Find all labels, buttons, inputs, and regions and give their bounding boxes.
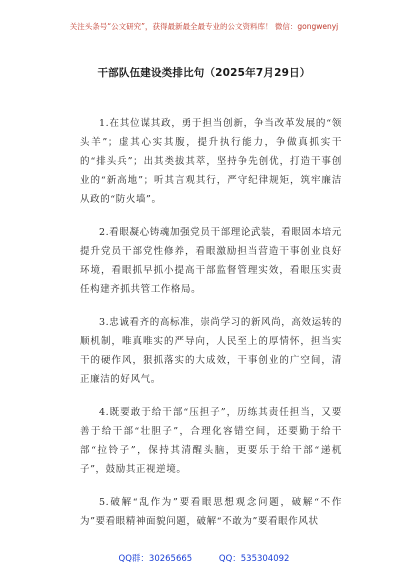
paragraph-2: 2.看眼凝心铸魂加强党员干部理论武装，看眼固本培元提升党员干部党性修养，看眼激励担当营造干事创业良好环境，看眼抓早抓小提高干部监督管理实效，看眼压实责任构建齐抓共管工作格局。 [80,227,342,295]
paragraph-1: 1.在其位谋其政，勇于担当创新，争当改革发展的“领头羊”；虚其心实其腹，提升执行能力，争做真抓实干的“排头兵”；出其类拔其萃，坚持争先创优，打造干事创业的“新高地”；听其言观其行，严守纪律规矩，筑牢廉洁从政的“防火墙”。 [80,118,342,205]
paragraph-5: 5.破解“乱作为”要看眼思想观念问题，破解“不作为”要看眼精神面貌问题，破解“不敢为”要看眼作风状 [80,497,342,527]
footer-qq-group: QQ群：30265665 [118,554,193,564]
paragraph-4: 4.既要敢于给干部“压担子”，历练其责任担当，又要善于给干部“壮胆子”，合理化容错空间，还要勤于给干部“拉铃子”，保持其清醒头脑，更要乐于给干部“递杌子”，鼓励其正视逆境。 [80,407,342,475]
header-promo-note: 关注头条号“公文研究”，获得最新最全最专业的公文资料库！ 微信：gongwenyj [69,22,339,31]
document-body [80,114,342,545]
footer-contact [0,553,408,565]
document-title: 干部队伍建设类排比句（2025年7月29日） [97,67,311,79]
paragraph-3: 3.忠诚看齐的高标准，崇尚学习的新风尚，高效运转的顺机制，唯真唯实的严导向，人民至上的厚情怀，担当实干的硬作风，狠抓落实的大成效，干事创业的广空间，清正廉洁的好风气。 [80,317,342,385]
footer-qq-number: QQ：535304092 [218,554,290,564]
